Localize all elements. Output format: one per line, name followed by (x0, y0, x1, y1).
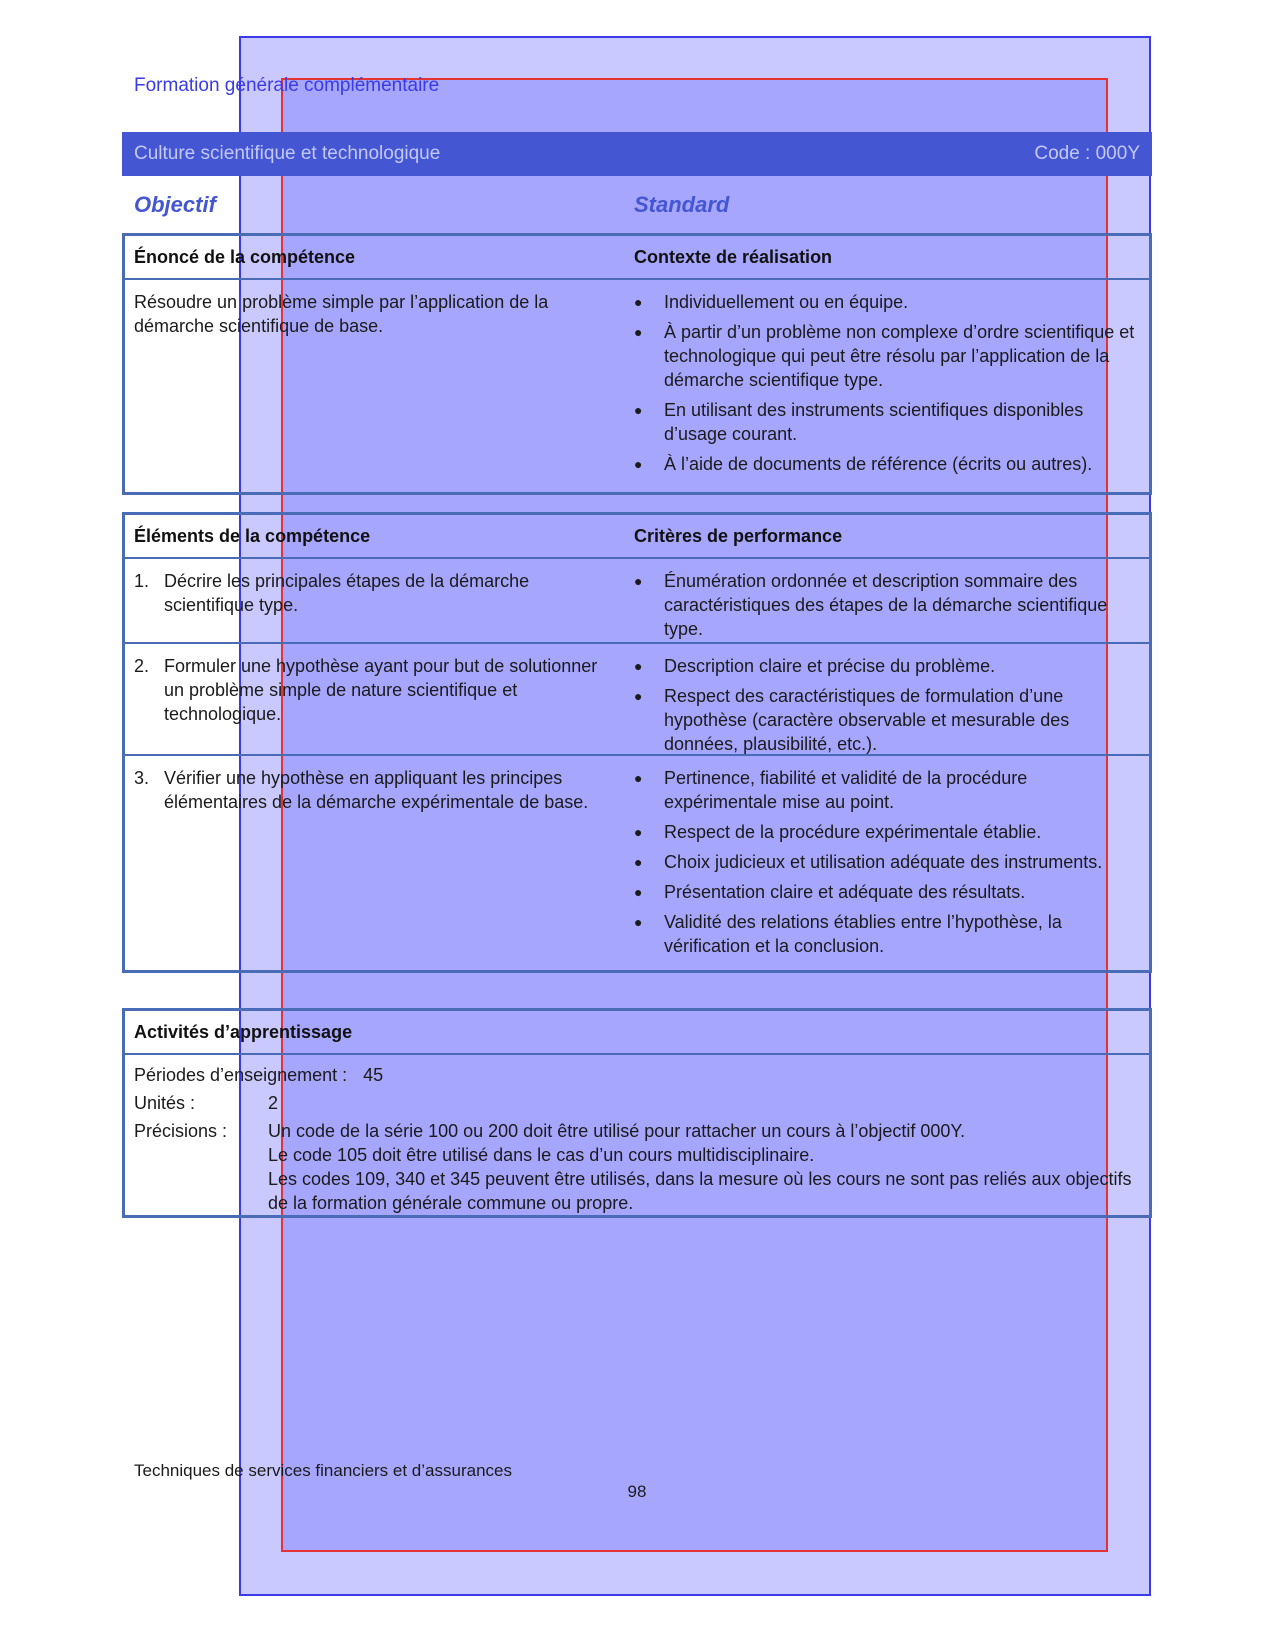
bullet-icon: ● (634, 770, 643, 786)
bullet-icon: ● (634, 884, 643, 900)
list-item: ● Respect des caractéristiques de formulation d’une hypothèse (caractère observable et mesurable des données, plausibilité, etc.). (634, 686, 1070, 754)
list-item: ● En utilisant des instruments scientifiques disponibles d’usage courant. (634, 400, 1084, 444)
criteria-cell (634, 559, 1149, 642)
document-content (122, 0, 1152, 1651)
competence-statement-box (122, 233, 1152, 495)
standard-heading: Standard (634, 192, 730, 217)
page-number: 98 (627, 1482, 647, 1501)
section-title: Formation générale complémentaire (134, 75, 440, 96)
table-row (125, 644, 1149, 756)
list-item: ● Présentation claire et adéquate des résultats. (634, 882, 1026, 902)
precision-line: Les codes 109, 340 et 345 peuvent être utilisés, dans la mesure où les cours ne sont pas reliés aux objectifs de la formation générale commune ou propre. (268, 1169, 1132, 1213)
element-number: 2. (134, 656, 150, 676)
bullet-icon: ● (634, 294, 643, 310)
bullet-icon: ● (634, 854, 643, 870)
list-item: ● Choix judicieux et utilisation adéquate des instruments. (634, 852, 1103, 872)
bullet-icon: ● (634, 914, 643, 930)
list-item: ● Validité des relations établies entre l’hypothèse, la vérification et la conclusion. (634, 912, 1062, 956)
element-text: Décrire les principales étapes de la démarche scientifique type. (164, 571, 530, 615)
bullet-icon: ● (634, 658, 643, 674)
competence-statement-row (125, 280, 1149, 492)
element-cell (125, 756, 634, 974)
list-item: ● Individuellement ou en équipe. (634, 292, 909, 312)
learning-activities-header (125, 1011, 1149, 1055)
numbered-element (134, 654, 614, 726)
precisions-text (268, 1119, 1140, 1215)
table-row (125, 756, 1149, 974)
course-code: Code : 000Y (1034, 143, 1140, 164)
numbered-element (134, 766, 614, 814)
units-label: Unités : (134, 1093, 196, 1113)
periods-label: Périodes d’enseignement : (134, 1065, 348, 1085)
precisions (134, 1119, 1140, 1215)
element-text: Formuler une hypothèse ayant pour but de solutionner un problème simple de nature scientifique et technologique. (164, 656, 598, 724)
course-banner (122, 132, 1152, 176)
list-item: ● Description claire et précise du problème. (634, 656, 996, 676)
element-number: 1. (134, 571, 150, 591)
element-number: 3. (134, 768, 150, 788)
course-name: Culture scientifique et technologique (134, 143, 441, 164)
numbered-element (134, 569, 614, 617)
list-item: ● À l’aide de documents de référence (écrits ou autres). (634, 454, 1093, 474)
criteria-list (634, 766, 1139, 958)
statement-header-label: Énoncé de la compétence (134, 247, 356, 267)
objective-standard-heading (122, 193, 1152, 217)
context-list (634, 290, 1139, 476)
bullet-icon: ● (634, 324, 643, 340)
criteria-cell (634, 644, 1149, 754)
element-cell (125, 559, 634, 642)
footer-program-name: Techniques de services financiers et d’assurances (134, 1461, 512, 1480)
bullet-icon: ● (634, 456, 643, 472)
activities-header-label: Activités d’apprentissage (134, 1022, 353, 1042)
precision-line: Le code 105 doit être utilisé dans le cas d’un cours multidisciplinaire. (268, 1145, 815, 1165)
context-header-label: Contexte de réalisation (634, 247, 833, 267)
criteria-header-label: Critères de performance (634, 526, 843, 546)
elements-header-label: Éléments de la compétence (134, 526, 371, 546)
criteria-list (634, 654, 1139, 756)
competence-statement-text: Résoudre un problème simple par l’application de la démarche scientifique de base. (134, 292, 549, 336)
units-value: 2 (268, 1093, 279, 1113)
learning-activities-box (122, 1008, 1152, 1218)
periods-value: 45 (363, 1065, 384, 1085)
bullet-icon: ● (634, 402, 643, 418)
bullet-icon: ● (634, 824, 643, 840)
competence-elements-box (122, 512, 1152, 973)
list-item: ● Respect de la procédure expérimentale établie. (634, 822, 1042, 842)
list-item: ● Énumération ordonnée et description sommaire des caractéristiques des étapes de la démarche scientifique type. (634, 571, 1108, 639)
learning-activities-body (125, 1055, 1149, 1229)
list-item: ● Pertinence, fiabilité et validité de la procédure expérimentale mise au point. (634, 768, 1028, 812)
criteria-cell (634, 756, 1149, 974)
competence-statement-header (125, 236, 1149, 280)
units (134, 1091, 1140, 1115)
bullet-icon: ● (634, 573, 643, 589)
context-list-container (634, 280, 1149, 492)
criteria-list (634, 569, 1139, 641)
element-cell (125, 644, 634, 754)
teaching-periods (134, 1063, 1140, 1087)
bullet-icon: ● (634, 688, 643, 704)
objective-heading: Objectif (134, 192, 216, 217)
list-item: ● À partir d’un problème non complexe d’ordre scientifique et technologique qui peut être résolu par l’application de la démarche scientifique type. (634, 322, 1135, 390)
competence-elements-header (125, 515, 1149, 559)
precisions-label: Précisions : (134, 1121, 228, 1141)
precision-line: Un code de la série 100 ou 200 doit être utilisé pour rattacher un cours à l’objectif 000Y. (268, 1121, 966, 1141)
table-row (125, 559, 1149, 644)
element-text: Vérifier une hypothèse en appliquant les principes élémentaires de la démarche expérimentale de base. (164, 768, 589, 812)
